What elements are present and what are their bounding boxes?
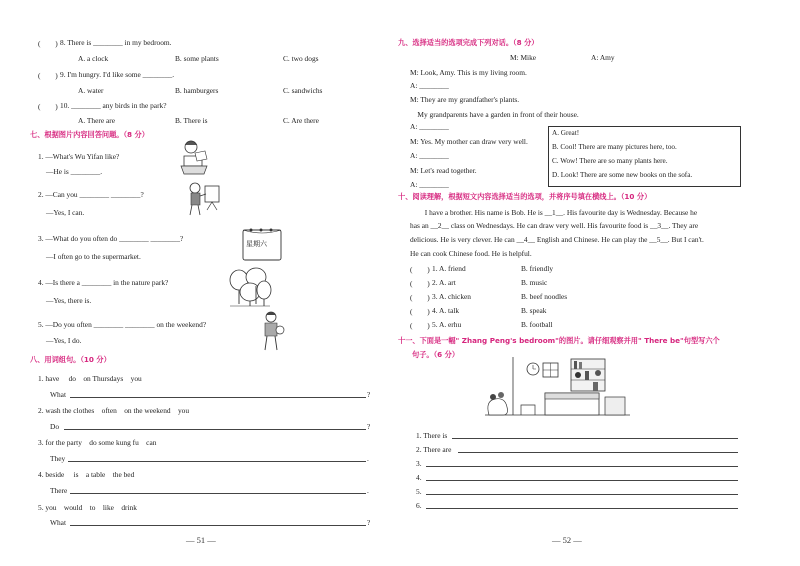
dialog-line-3: M: They are my grandfather's plants. bbox=[410, 95, 520, 104]
choice-2-b: B. music bbox=[521, 278, 548, 287]
choice-3-a: 3. A. chicken bbox=[432, 292, 471, 301]
s11-line-5-label: 5. bbox=[416, 487, 422, 496]
role-mike: M: Mike bbox=[510, 53, 537, 62]
dialog-line-5: A: ________ bbox=[410, 122, 449, 131]
s8-q2-words: 2. wash the clothes often on the weekend you bbox=[38, 406, 190, 415]
s8-q1-words: 1. have do on Thursdays you bbox=[38, 374, 142, 383]
q10-option-c: C. Are there bbox=[283, 116, 319, 125]
q8-option-a: A. a clock bbox=[78, 54, 109, 63]
s7-q4-question: 4. —Is there a ________ in the nature park? bbox=[38, 278, 169, 287]
s11-line-3-label: 3. bbox=[416, 459, 422, 468]
passage-line-2: has an __2__ class on Wednesdays. He can draw very well. His favourite food is __3__. They are bbox=[410, 221, 699, 230]
s8-q4-end: . bbox=[367, 486, 369, 495]
choice-1-paren: ( ) bbox=[410, 265, 430, 274]
s8-q2-answer-line[interactable] bbox=[64, 429, 366, 430]
s11-line-1[interactable] bbox=[452, 438, 738, 439]
s8-q2-end: ? bbox=[367, 422, 371, 431]
dialog-line-8: M: Let's read together. bbox=[410, 166, 477, 175]
choice-3-b: B. beef noodles bbox=[521, 292, 568, 301]
boy-reading-illustration bbox=[175, 138, 213, 176]
choice-1-b: B. friendly bbox=[521, 264, 554, 273]
dialog-line-7: A: ________ bbox=[410, 151, 449, 160]
dialog-line-9: A: ________ bbox=[410, 180, 449, 189]
q10-paren: ( ) bbox=[38, 102, 58, 111]
trees-illustration bbox=[228, 268, 272, 308]
q8-paren: ( ) bbox=[38, 39, 58, 48]
s7-q1-question: 1. —What's Wu Yifan like? bbox=[38, 152, 120, 161]
choice-4-a: 4. A. talk bbox=[432, 306, 460, 315]
q9-option-b: B. hamburgers bbox=[175, 86, 219, 95]
s7-q1-answer: —He is ________. bbox=[46, 167, 103, 176]
s8-q1-answer-line[interactable] bbox=[70, 397, 366, 398]
s8-q5-start: What bbox=[50, 518, 67, 527]
s7-q2-question: 2. —Can you ________ ________? bbox=[38, 190, 144, 199]
option-a: A. Great! bbox=[552, 129, 580, 137]
choice-2-a: 2. A. art bbox=[432, 278, 456, 287]
s7-q5-question: 5. —Do you often ________ ________ on the weekend? bbox=[38, 320, 207, 329]
s11-line-1-label: 1. There is bbox=[416, 431, 448, 440]
q10-option-a: A. There are bbox=[78, 116, 115, 125]
right-page-number: — 52 — bbox=[552, 535, 582, 545]
s11-line-2[interactable] bbox=[458, 452, 738, 453]
calendar-label: 星期六 bbox=[246, 240, 267, 248]
option-c: C. Wow! There are so many plants here. bbox=[552, 157, 668, 165]
s8-q1-end: ? bbox=[367, 390, 371, 399]
section11-title-line2: 句子。（6 分） bbox=[412, 350, 460, 359]
s8-q5-words: 5. you would to like drink bbox=[38, 503, 137, 512]
s8-q2-start: Do bbox=[50, 422, 60, 431]
section7-title: 七、根据图片内容回答问题。（8 分） bbox=[30, 130, 149, 139]
s11-line-4-label: 4. bbox=[416, 473, 422, 482]
s7-q5-answer: —Yes, I do. bbox=[46, 336, 82, 345]
dialog-line-4: My grandparents have a garden in front of their house. bbox=[410, 110, 579, 119]
choice-1-a: 1. A. friend bbox=[432, 264, 466, 273]
s7-q3-answer: —I often go to the supermarket. bbox=[46, 252, 141, 261]
dialog-line-1: M: Look, Amy. This is my living room. bbox=[410, 68, 527, 77]
boy-basketball-illustration bbox=[258, 310, 286, 352]
s8-q3-words: 3. for the party do some kung fu can bbox=[38, 438, 157, 447]
passage-line-3: delicious. He is very clever. He can __4__ English and Chinese. He can play the __5__. But I can't. bbox=[410, 235, 704, 244]
s7-q2-answer: —Yes, I can. bbox=[46, 208, 85, 217]
section11-title-line1: 十一、下面是一幅" Zhang Peng's bedroom"的图片。请仔细观察并用" There be"句型写六个 bbox=[398, 336, 720, 345]
s8-q1-start: What bbox=[50, 390, 67, 399]
choice-4-b: B. speak bbox=[521, 306, 547, 315]
q8-option-b: B. some plants bbox=[175, 54, 219, 63]
choice-2-paren: ( ) bbox=[410, 279, 430, 288]
s11-line-6[interactable] bbox=[426, 508, 738, 509]
option-d: D. Look! There are some new books on the sofa. bbox=[552, 171, 693, 179]
q8-option-c: C. two dogs bbox=[283, 54, 319, 63]
s8-q5-answer-line[interactable] bbox=[70, 525, 366, 526]
s11-line-3[interactable] bbox=[426, 466, 738, 467]
section10-title: 十、阅读理解，根据短文内容选择适当的选项，并将序号填在横线上。（10 分） bbox=[398, 192, 652, 201]
s8-q3-answer-line[interactable] bbox=[68, 461, 366, 462]
s11-line-6-label: 6. bbox=[416, 501, 422, 510]
section8-title: 八、用词组句。（10 分） bbox=[30, 355, 111, 364]
option-b: B. Cool! There are many pictures here, too. bbox=[552, 143, 677, 151]
choice-3-paren: ( ) bbox=[410, 293, 430, 302]
passage-line-4: He can cook Chinese food. He is helpful. bbox=[410, 249, 532, 258]
left-page-number: — 51 — bbox=[186, 535, 216, 545]
s8-q4-start: There bbox=[50, 486, 68, 495]
q9-option-a: A. water bbox=[78, 86, 104, 95]
dialog-line-2: A: ________ bbox=[410, 81, 449, 90]
s8-q3-end: . bbox=[367, 454, 369, 463]
q9-option-c: C. sandwichs bbox=[283, 86, 323, 95]
s7-q4-answer: —Yes, there is. bbox=[46, 296, 92, 305]
choice-5-b: B. football bbox=[521, 320, 553, 329]
q9-stem: 9. I'm hungry. I'd like some ________. bbox=[60, 70, 175, 79]
s7-q3-question: 3. —What do you often do ________ ________? bbox=[38, 234, 184, 243]
boy-painting-illustration bbox=[183, 180, 223, 216]
options-box bbox=[548, 126, 741, 187]
s11-line-4[interactable] bbox=[426, 480, 738, 481]
q10-option-b: B. There is bbox=[175, 116, 208, 125]
bedroom-illustration bbox=[485, 357, 630, 427]
s11-line-5[interactable] bbox=[426, 494, 738, 495]
q10-stem: 10. ________ any birds in the park? bbox=[60, 101, 167, 110]
passage-line-1: I have a brother. His name is Bob. He is __1__. His favourite day is Wednesday. Because he bbox=[410, 208, 698, 217]
role-amy: A: Amy bbox=[591, 53, 615, 62]
q8-stem: 8. There is ________ in my bedroom. bbox=[60, 38, 172, 47]
section9-title: 九、选择适当的选项完成下列对话。（8 分） bbox=[398, 38, 539, 47]
q9-paren: ( ) bbox=[38, 71, 58, 80]
choice-4-paren: ( ) bbox=[410, 307, 430, 316]
s11-line-2-label: 2. There are bbox=[416, 445, 452, 454]
s8-q4-answer-line[interactable] bbox=[70, 493, 366, 494]
s8-q4-words: 4. beside is a table the bed bbox=[38, 470, 135, 479]
choice-5-a: 5. A. erhu bbox=[432, 320, 462, 329]
dialog-line-6: M: Yes. My mother can draw very well. bbox=[410, 137, 528, 146]
s8-q5-end: ? bbox=[367, 518, 371, 527]
choice-5-paren: ( ) bbox=[410, 321, 430, 330]
s8-q3-start: They bbox=[50, 454, 66, 463]
